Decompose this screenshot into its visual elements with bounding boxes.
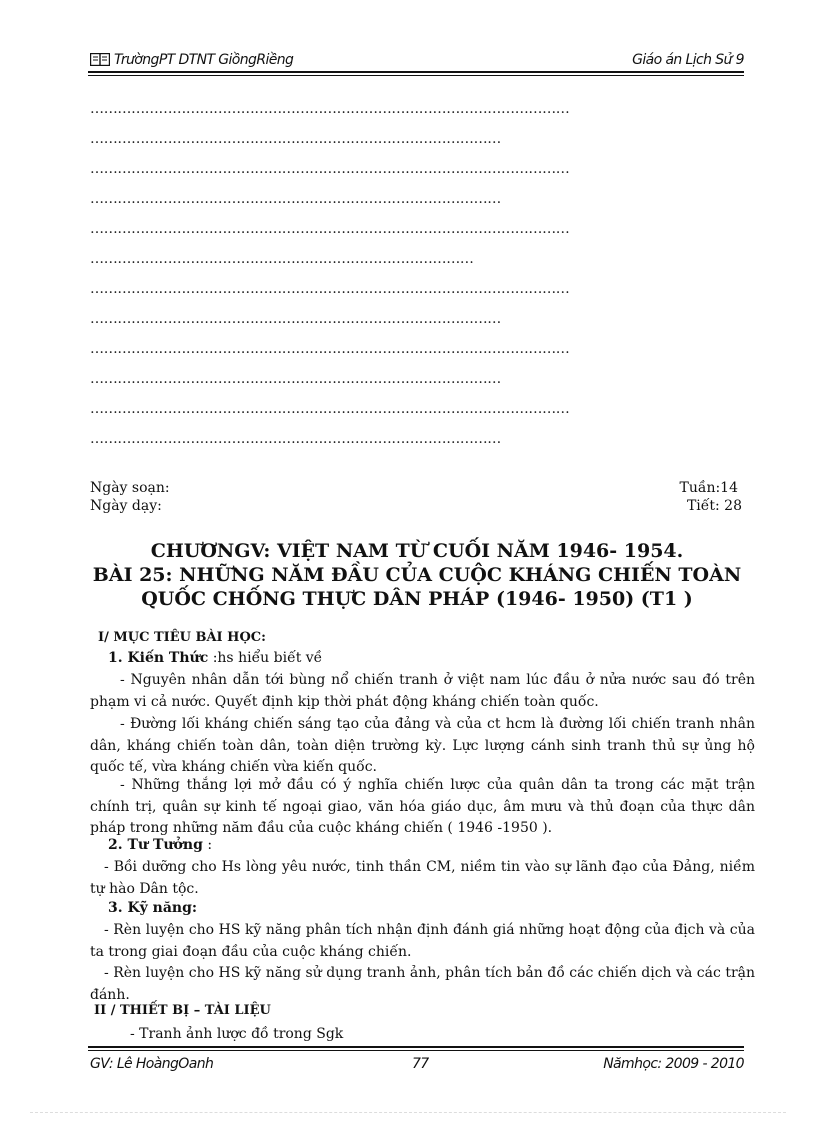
ideology-point-1: - Bồi dưỡng cho Hs lòng yêu nước, tinh thần CM, niềm tin vào sự lãnh đạo của Đảng, niềm tự hào Dân tộc.	[90, 859, 755, 897]
dotted-line: ……………………………………………………………………………………………	[90, 221, 570, 237]
dotted-line: ………………………………………………………………………………	[90, 431, 502, 447]
dotted-line: ……………………………………………………………………………………………	[90, 281, 570, 297]
header-rule	[88, 71, 744, 76]
page-bottom-border	[30, 1112, 786, 1113]
lesson-period: Tiết: 28	[686, 498, 742, 514]
dotted-line: ……………………………………………………………………………………………	[90, 341, 570, 357]
dotted-line: ………………………………………………………………………………	[90, 131, 502, 147]
equipment-item-1: - Tranh ảnh lược đồ trong Sgk	[130, 1026, 344, 1042]
dotted-line: ……………………………………………………………………………………………	[90, 101, 570, 117]
dotted-line: ………………………………………………………………………………	[90, 191, 502, 207]
skills-point-1: - Rèn luyện cho HS kỹ năng phân tích nhận định đánh giá những hoạt động của địch và của ta trong giai đoạn đầu của cuộc kháng chiến.	[90, 922, 755, 960]
footer-rule	[88, 1046, 744, 1051]
knowledge-subheading	[108, 650, 322, 666]
week-number: Tuần:14	[679, 480, 738, 496]
dotted-line: ………………………………………………………………………………	[90, 311, 502, 327]
lesson-title-line2: QUỐC CHỐNG THỰC DÂN PHÁP (1946- 1950) (T1 )	[141, 588, 693, 610]
dotted-line: …………………………………………………………………………	[90, 251, 474, 267]
ideology-label: 2. Tư Tưởng	[108, 837, 203, 853]
teach-date-label: Ngày dạy:	[90, 498, 162, 514]
dotted-line: ……………………………………………………………………………………………	[90, 401, 570, 417]
prep-date-label: Ngày soạn:	[90, 480, 170, 496]
chapter-title: CHƯƠNGV: VIỆT NAM TỪ CUỐI NĂM 1946- 1954.	[150, 540, 684, 562]
skills-subheading: 3. Kỹ năng:	[108, 900, 198, 916]
knowledge-label: 1. Kiến Thức	[108, 650, 209, 666]
ideology-colon: :	[202, 837, 213, 853]
footer-school-year: Nămhọc: 2009 - 2010	[603, 1056, 744, 1072]
open-book-icon	[90, 53, 110, 66]
lesson-title-line1: BÀI 25: NHỮNG NĂM ĐẦU CỦA CUỘC KHÁNG CHIẾN TOÀN	[92, 564, 742, 586]
dotted-line: ………………………………………………………………………………	[90, 371, 502, 387]
school-name: TrườngPT DTNT GiồngRiềng	[114, 52, 294, 68]
knowledge-point-1: - Nguyên nhân dẫn tới bùng nổ chiến tranh ở việt nam lúc đầu ở nửa nước sau đó trên phạm vi cả nước. Quyết định kịp thời phát động kháng chiến toàn quốc.	[90, 672, 755, 710]
ideology-subheading	[108, 837, 212, 853]
page-header-school	[90, 52, 293, 68]
page-number: 77	[412, 1056, 429, 1072]
knowledge-point-3: - Những thắng lợi mở đầu có ý nghĩa chiến lược của quân dân ta trong các mặt trận chính trị, quân sự kinh tế ngoại giao, văn hóa giáo dục, âm mưu và thủ đoạn của thực dân pháp trong những năm đầu của cuộc kháng chiến ( 1946 -1950 ).	[90, 777, 755, 836]
section-objectives-heading: I/ MỤC TIÊU BÀI HỌC:	[98, 630, 266, 645]
page-header-subject: Giáo án Lịch Sử 9	[632, 52, 744, 68]
knowledge-intro: :hs hiểu biết về	[208, 650, 323, 666]
dotted-line: ……………………………………………………………………………………………	[90, 161, 570, 177]
section-equipment-heading: II / THIẾT BỊ – TÀI LIỆU	[94, 1003, 271, 1018]
footer-teacher: GV: Lê HoàngOanh	[90, 1056, 214, 1072]
skills-point-2: - Rèn luyện cho HS kỹ năng sử dụng tranh ảnh, phân tích bản đồ các chiến dịch và các trận đánh.	[90, 965, 755, 1003]
knowledge-point-2: - Đường lối kháng chiến sáng tạo của đảng và của ct hcm là đường lối chiến tranh nhân dân, kháng chiến toàn dân, toàn diện trường kỳ. Lực lượng cánh sinh tranh thủ sự ủng hộ quốc tế, vừa kháng chiến vừa kiến quốc.	[90, 716, 755, 775]
